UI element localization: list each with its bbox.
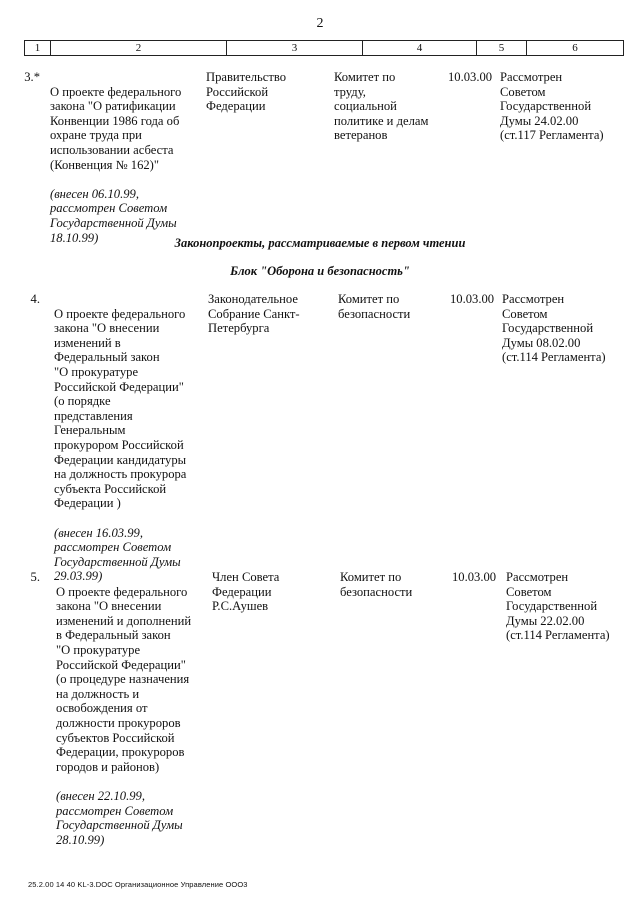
entry-note: (внесен 22.10.99, рассмотрен Советом Государственной Думы 28.10.99) bbox=[56, 788, 183, 847]
column-header: 6 bbox=[572, 42, 578, 54]
entry-number: 4. bbox=[30, 292, 40, 306]
column-header: 2 bbox=[51, 41, 227, 55]
entry-date: 10.03.00 bbox=[448, 70, 493, 84]
table-column-header-row bbox=[24, 40, 624, 56]
entry-title-cell bbox=[56, 570, 216, 862]
column-header: 3 bbox=[227, 41, 363, 55]
entry-note: (внесен 16.03.99, рассмотрен Советом Государственной Думы 29.03.99) bbox=[54, 525, 181, 584]
entry-status: Рассмотрен Советом Государственной Думы 22.02.00 (ст.114 Регламента) bbox=[506, 570, 610, 643]
column-header: 1 bbox=[25, 41, 51, 55]
entry-title-cell bbox=[54, 292, 216, 598]
entry-status: Рассмотрен Советом Государственной Думы 08.02.00 (ст.114 Регламента) bbox=[502, 292, 606, 365]
entry-date: 10.03.00 bbox=[450, 292, 495, 306]
column-header: 5 bbox=[477, 41, 527, 55]
entry-committee: Комитет по безопасности bbox=[340, 570, 413, 599]
entry-initiator: Правительство Российской Федерации bbox=[206, 70, 287, 114]
page-number: 2 bbox=[316, 16, 324, 31]
block-heading: Блок "Оборона и безопасность" bbox=[230, 264, 410, 278]
entry-title: О проекте федерального закона "О ратификации Конвенции 1986 года об охране труда при использовании асбеста (Конвенция № 162)" bbox=[50, 84, 182, 172]
entry-number: 3.* bbox=[24, 70, 40, 84]
entry-title: О проекте федерального закона "О внесении изменений в Федеральный закон "О прокуратуре Российской Федерации" (о порядке представления Генеральным прокурором Российской Федерации кандидатуры на должность прокурора субъекта Российской Федерации ) bbox=[54, 306, 187, 511]
entry-title-cell bbox=[50, 70, 220, 260]
section-heading: Законопроекты, рассматриваемые в первом чтении bbox=[174, 236, 466, 250]
document-footer: 25.2.00 14 40 KL-3.DOC Организационное Управление ООО3 bbox=[28, 880, 248, 889]
column-header: 4 bbox=[363, 41, 477, 55]
entry-number: 5. bbox=[30, 570, 40, 584]
entry-note: (внесен 06.10.99, рассмотрен Советом Государственной Думы 18.10.99) bbox=[50, 186, 177, 245]
entry-status: Рассмотрен Советом Государственной Думы 24.02.00 (ст.117 Регламента) bbox=[500, 70, 604, 143]
entry-date: 10.03.00 bbox=[452, 570, 497, 584]
entry-initiator: Законодательное Собрание Санкт- Петербурга bbox=[208, 292, 300, 336]
entry-title: О проекте федерального закона "О внесении изменений и дополнений в Федеральный закон "О прокуратуре Российской Федерации" (о процедуре назначения на должность и освобождения от должности прокуроров субъектов Российской Федерации, прокуроров городов и районов) bbox=[56, 584, 192, 774]
entry-committee: Комитет по труду, социальной политике и делам ветеранов bbox=[334, 70, 429, 143]
entry-committee: Комитет по безопасности bbox=[338, 292, 411, 321]
entry-initiator: Член Совета Федерации Р.С.Аушев bbox=[212, 570, 280, 614]
